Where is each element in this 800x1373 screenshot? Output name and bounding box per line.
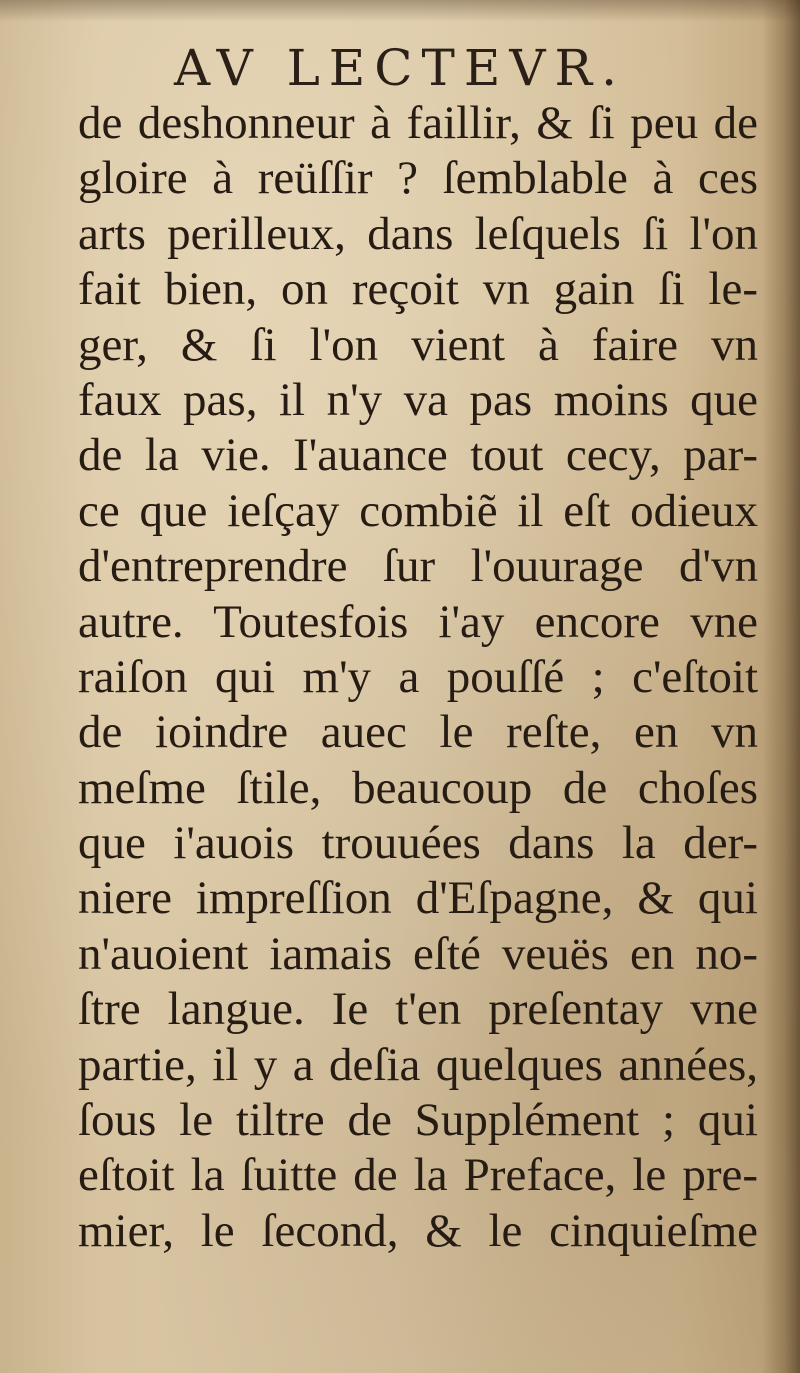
text-line: d'entreprendre ſur l'ouurage d'vn [78,540,758,593]
text-line: eſtoit la ſuitte de la Preface, le pre- [78,1149,758,1202]
text-line: de deshonneur à faillir, & ſi peu de [78,97,758,149]
text-line: arts perilleux, dans leſquels ſi l'on [78,207,758,260]
text-line: faux pas, il n'y va pas moins que [78,373,758,426]
text-line: de la vie. I'auance tout cecy, par- [78,429,758,482]
text-line: autre. Toutesfois i'ay encore vne [78,595,758,648]
text-line: mier, le ſecond, & le cinquieſme [78,1204,758,1257]
text-line: ce que ieſçay combiẽ il eſt odieux [78,484,758,537]
running-head: AV LECTEVR. [173,39,627,97]
text-line: raiſon qui m'y a pouſſé ; c'eſtoit [78,650,758,703]
text-line: fait bien, on reçoit vn gain ſi le- [78,263,758,316]
text-line: ſtre langue. Ie t'en preſentay vne [78,983,758,1036]
text-line: meſme ſtile, beaucoup de choſes [78,761,758,814]
text-line: de ioindre auec le reſte, en vn [78,706,758,759]
text-line: que i'auois trouuées dans la der- [78,817,758,870]
text-line: gloire à reüſſir ? ſemblable à ces [78,152,758,205]
body-text [78,96,758,1259]
text-line: ger, & ſi l'on vient à faire vn [78,318,758,371]
page-gutter-shadow [762,0,800,1373]
page-top-shadow [0,0,800,22]
text-line: ſous le tiltre de Supplément ; qui [78,1094,758,1147]
text-line: partie, il y a deſia quelques années, [78,1038,758,1091]
text-line: n'auoient iamais eſté veuës en no- [78,927,758,980]
text-line: niere impreſſion d'Eſpagne, & qui [78,872,758,925]
